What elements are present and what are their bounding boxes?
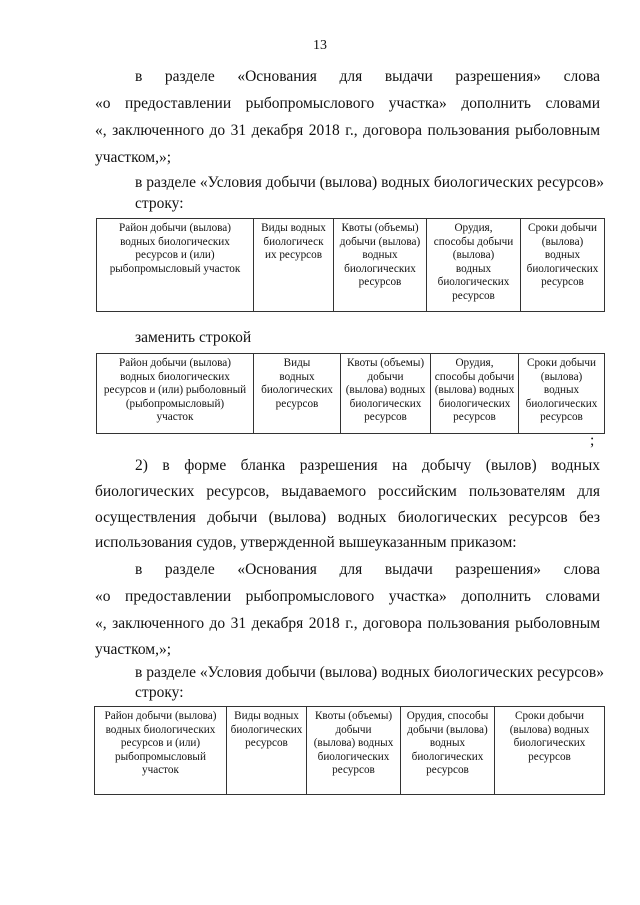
table-cell: Орудия, способы добычи (вылова) водных биологических ресурсов: [431, 354, 519, 434]
paragraph-line: строку:: [135, 684, 184, 701]
paragraph-line: в разделе «Условия добычи (вылова) водных биологических ресурсов»: [135, 664, 604, 681]
paragraph-line: в разделе «Основания для выдачи разрешения» слова: [135, 68, 600, 85]
table-old-row-2: [94, 706, 605, 795]
paragraph-line: «о предоставлении рыбопромыслового участка» дополнить словами: [95, 588, 600, 605]
page-number: 13: [313, 38, 327, 53]
table-cell: Виды водных биологических ресурсов: [227, 707, 307, 795]
table-cell: Виды водных биологических ресурсов: [254, 354, 341, 434]
paragraph-line: «о предоставлении рыбопромыслового участка» дополнить словами: [95, 95, 600, 112]
table-cell: Район добычи (вылова) водных биологических ресурсов и (или) рыбопромысловый участок: [97, 219, 254, 312]
paragraph-line: осуществления добычи (вылова) водных биологических ресурсов без: [95, 509, 600, 526]
table-new-row: [96, 353, 605, 434]
paragraph-line: «, заключенного до 31 декабря 2018 г., договора пользования рыболовным: [95, 122, 600, 139]
table-cell: Орудия, способы добычи (вылова) водных биологических ресурсов: [401, 707, 495, 795]
replace-label: заменить строкой: [135, 329, 252, 346]
paragraph-line: в разделе «Условия добычи (вылова) водных биологических ресурсов»: [135, 174, 604, 191]
paragraph-line: биологических ресурсов, выдаваемого российским пользователям для: [95, 483, 600, 500]
table-cell: Сроки добычи (вылова) водных биологических ресурсов: [519, 354, 605, 434]
table-cell: Орудия, способы добычи (вылова) водных биологических ресурсов: [427, 219, 521, 312]
table-cell: Район добычи (вылова) водных биологических ресурсов и (или) рыбопромысловый участок: [95, 707, 227, 795]
table-cell: Сроки добычи (вылова) водных биологических ресурсов: [495, 707, 605, 795]
paragraph-line: строку:: [135, 195, 184, 212]
table-cell: Сроки добычи (вылова) водных биологических ресурсов: [521, 219, 605, 312]
table-cell: Квоты (объемы) добычи (вылова) водных биологических ресурсов: [307, 707, 401, 795]
paragraph-line: «, заключенного до 31 декабря 2018 г., договора пользования рыболовным: [95, 615, 600, 632]
table-old-row: [96, 218, 605, 312]
table-cell: Виды водных биологическ их ресурсов: [254, 219, 334, 312]
table-cell: Квоты (объемы) добычи (вылова) водных биологических ресурсов: [341, 354, 431, 434]
paragraph-line: участком,»;: [95, 641, 172, 658]
table-cell: Район добычи (вылова) водных биологических ресурсов и (или) рыболовный (рыбопромысловый) участок: [97, 354, 254, 434]
table-cell: Квоты (объемы) добычи (вылова) водных биологических ресурсов: [334, 219, 427, 312]
paragraph-line: в разделе «Основания для выдачи разрешения» слова: [135, 561, 600, 578]
semicolon: ;: [590, 432, 595, 449]
paragraph-line: 2) в форме бланка разрешения на добычу (вылов) водных: [135, 457, 600, 474]
paragraph-line: использования судов, утвержденной вышеуказанным приказом:: [95, 534, 517, 551]
paragraph-line: участком,»;: [95, 149, 172, 166]
